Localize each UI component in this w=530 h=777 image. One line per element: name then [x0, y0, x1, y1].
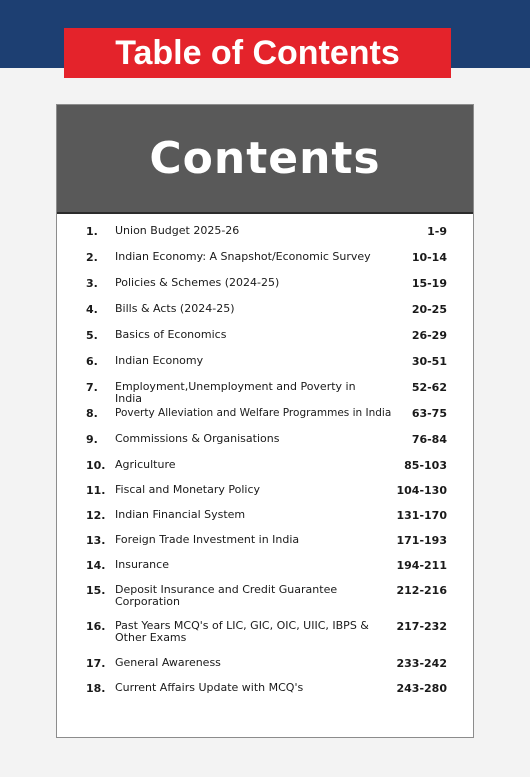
entry-pages: 217-232: [396, 620, 447, 633]
contents-heading: Contents: [149, 133, 381, 184]
entry-pages: 52-62: [411, 381, 447, 394]
entry-pages: 1-9: [427, 225, 447, 238]
entry-number: 10.: [86, 459, 106, 472]
entry-number: 12.: [86, 509, 106, 522]
entry-title: Commissions & Organisations: [115, 432, 280, 445]
contents-page: [56, 104, 474, 738]
entry-number: 11.: [86, 484, 106, 497]
entry-title: Fiscal and Monetary Policy: [115, 483, 261, 496]
entry-pages: 212-216: [396, 584, 447, 597]
entry-pages: 194-211: [396, 559, 447, 572]
entry-pages: 15-19: [411, 277, 447, 290]
entry-pages: 131-170: [396, 509, 447, 522]
entry-number: 13.: [86, 534, 106, 547]
entry-pages: 104-130: [396, 484, 447, 497]
entry-pages: 26-29: [411, 329, 447, 342]
entry-pages: 76-84: [411, 433, 447, 446]
entry-title: Bills & Acts (2024-25): [115, 302, 235, 315]
entry-title: Agriculture: [115, 458, 176, 471]
entry-title: General Awareness: [115, 656, 221, 669]
entry-title: Basics of Economics: [115, 328, 227, 341]
entry-number: 3.: [86, 277, 98, 290]
entry-title: Foreign Trade Investment in India: [115, 533, 300, 546]
entry-number: 2.: [86, 251, 98, 264]
entry-title: Deposit Insurance and Credit Guarantee Corporation: [115, 583, 338, 608]
entry-pages: 85-103: [404, 459, 447, 472]
entry-number: 1.: [86, 225, 98, 238]
entry-number: 15.: [86, 584, 106, 597]
entry-title: Union Budget 2025-26: [115, 224, 240, 237]
entry-number: 6.: [86, 355, 98, 368]
entry-title: Employment,Unemployment and Poverty in India: [115, 380, 356, 405]
entry-pages: 243-280: [396, 682, 447, 695]
entry-number: 9.: [86, 433, 98, 446]
entry-pages: 10-14: [411, 251, 447, 264]
entry-title: Indian Financial System: [115, 508, 246, 521]
entry-number: 18.: [86, 682, 106, 695]
entry-title: Indian Economy: [115, 354, 204, 367]
banner-title: Table of Contents: [64, 28, 451, 78]
entry-title: Current Affairs Update with MCQ's: [115, 681, 304, 694]
entry-pages: 233-242: [396, 657, 447, 670]
entry-title: Past Years MCQ's of LIC, GIC, OIC, UIIC, IBPS & Other Exams: [115, 619, 369, 644]
entry-number: 16.: [86, 620, 106, 633]
entry-number: 4.: [86, 303, 98, 316]
entry-pages: 171-193: [396, 534, 447, 547]
entry-title: Insurance: [115, 558, 169, 571]
entry-number: 14.: [86, 559, 106, 572]
entry-pages: 63-75: [411, 407, 447, 420]
entry-number: 7.: [86, 381, 98, 394]
entry-number: 8.: [86, 407, 98, 420]
entry-title: Poverty Alleviation and Welfare Programmes in India: [115, 407, 392, 419]
entry-pages: 20-25: [411, 303, 447, 316]
entry-title: Policies & Schemes (2024-25): [115, 276, 280, 289]
entry-pages: 30-51: [411, 355, 447, 368]
entry-number: 5.: [86, 329, 98, 342]
entry-title: Indian Economy: A Snapshot/Economic Survey: [115, 250, 371, 263]
contents-header: [57, 105, 473, 214]
entry-number: 17.: [86, 657, 106, 670]
